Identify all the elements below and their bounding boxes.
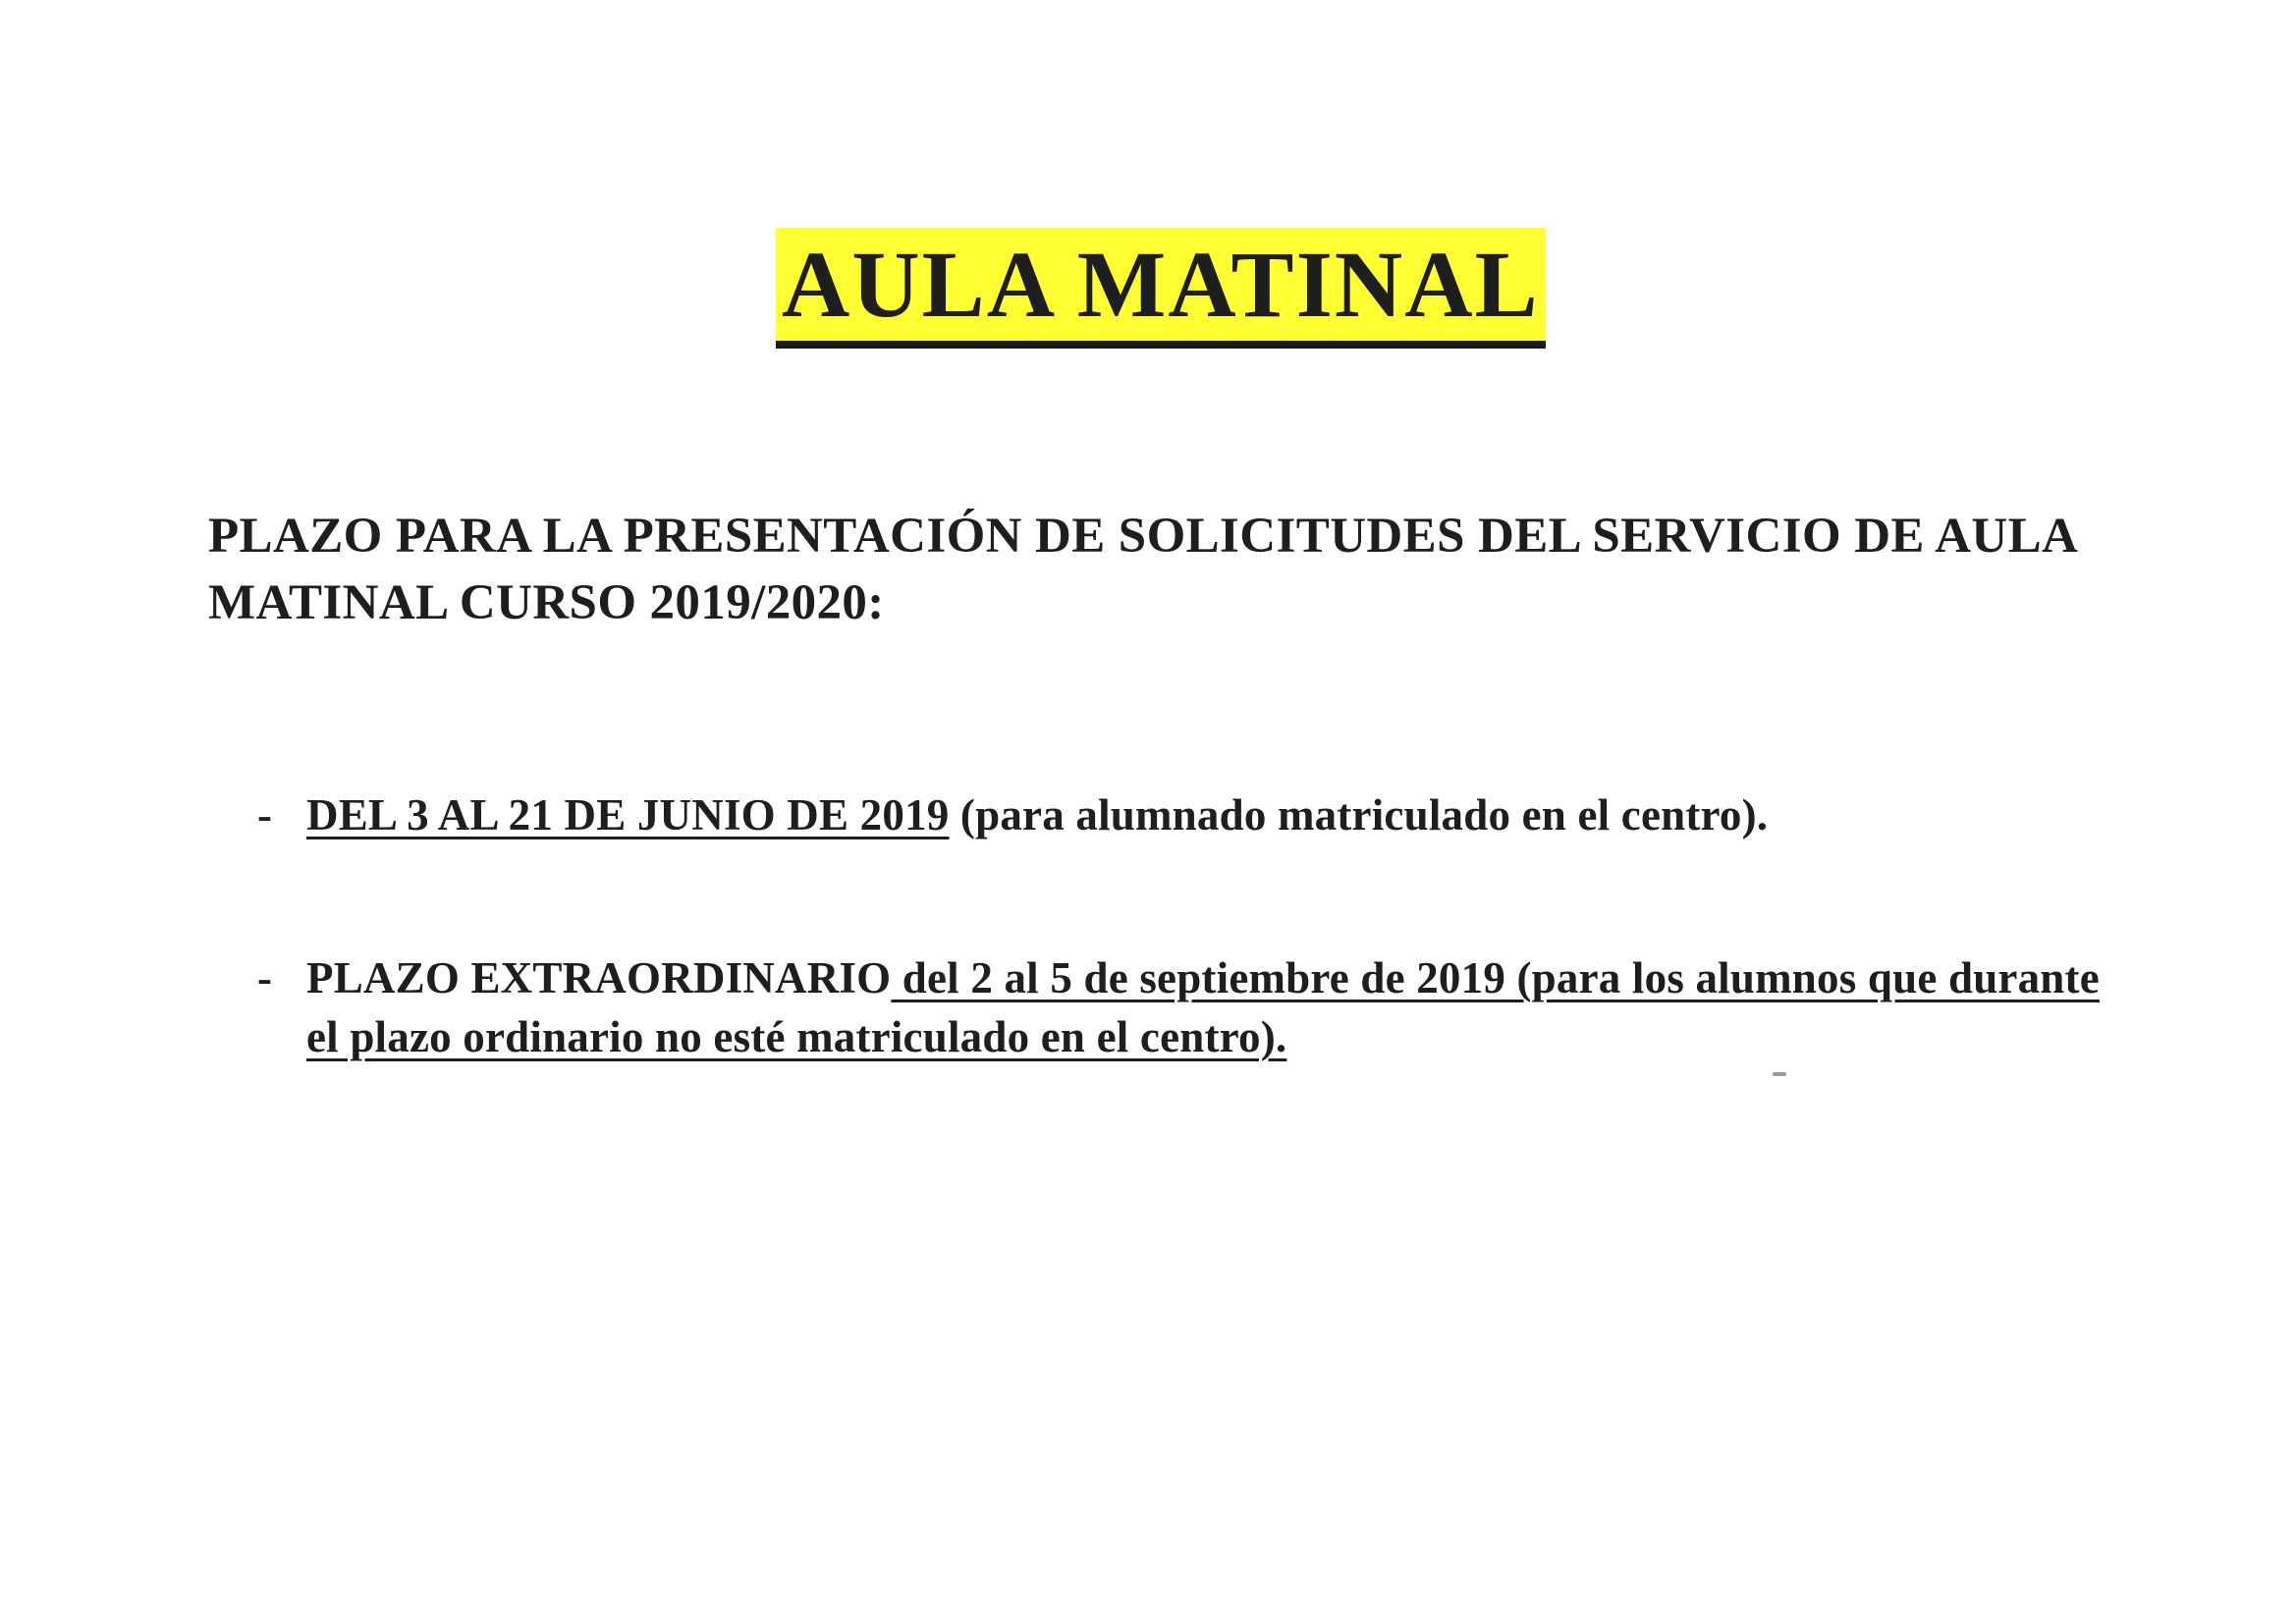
list-item-2-underlined: del 2 al 5 de septiembre de 2019 (para los alumnos que durante el plazo ordinario no esté matriculado en el centro). [306, 953, 2100, 1061]
bullet-marker-2: - [257, 953, 272, 1002]
list-item-2 [306, 948, 2123, 1066]
section-heading: PLAZO PARA LA PRESENTACIÓN DE SOLICITUDES DEL SERVICIO DE AULA MATINAL CURSO 2019/2020: [208, 509, 2076, 630]
scan-speck [1773, 1072, 1786, 1076]
page-title: AULA MATINAL [782, 231, 1540, 337]
bullet-marker-1: - [257, 790, 272, 839]
list-item-1 [306, 785, 2123, 844]
list-item-2-plain: PLAZO EXTRAORDINARIO [306, 953, 892, 1002]
list-item-1-rest: (para alumnado matriculado en el centro). [949, 790, 1769, 839]
title-highlight [776, 228, 1546, 349]
list-item-1-underlined: DEL 3 AL 21 DE JUNIO DE 2019 [306, 790, 950, 839]
